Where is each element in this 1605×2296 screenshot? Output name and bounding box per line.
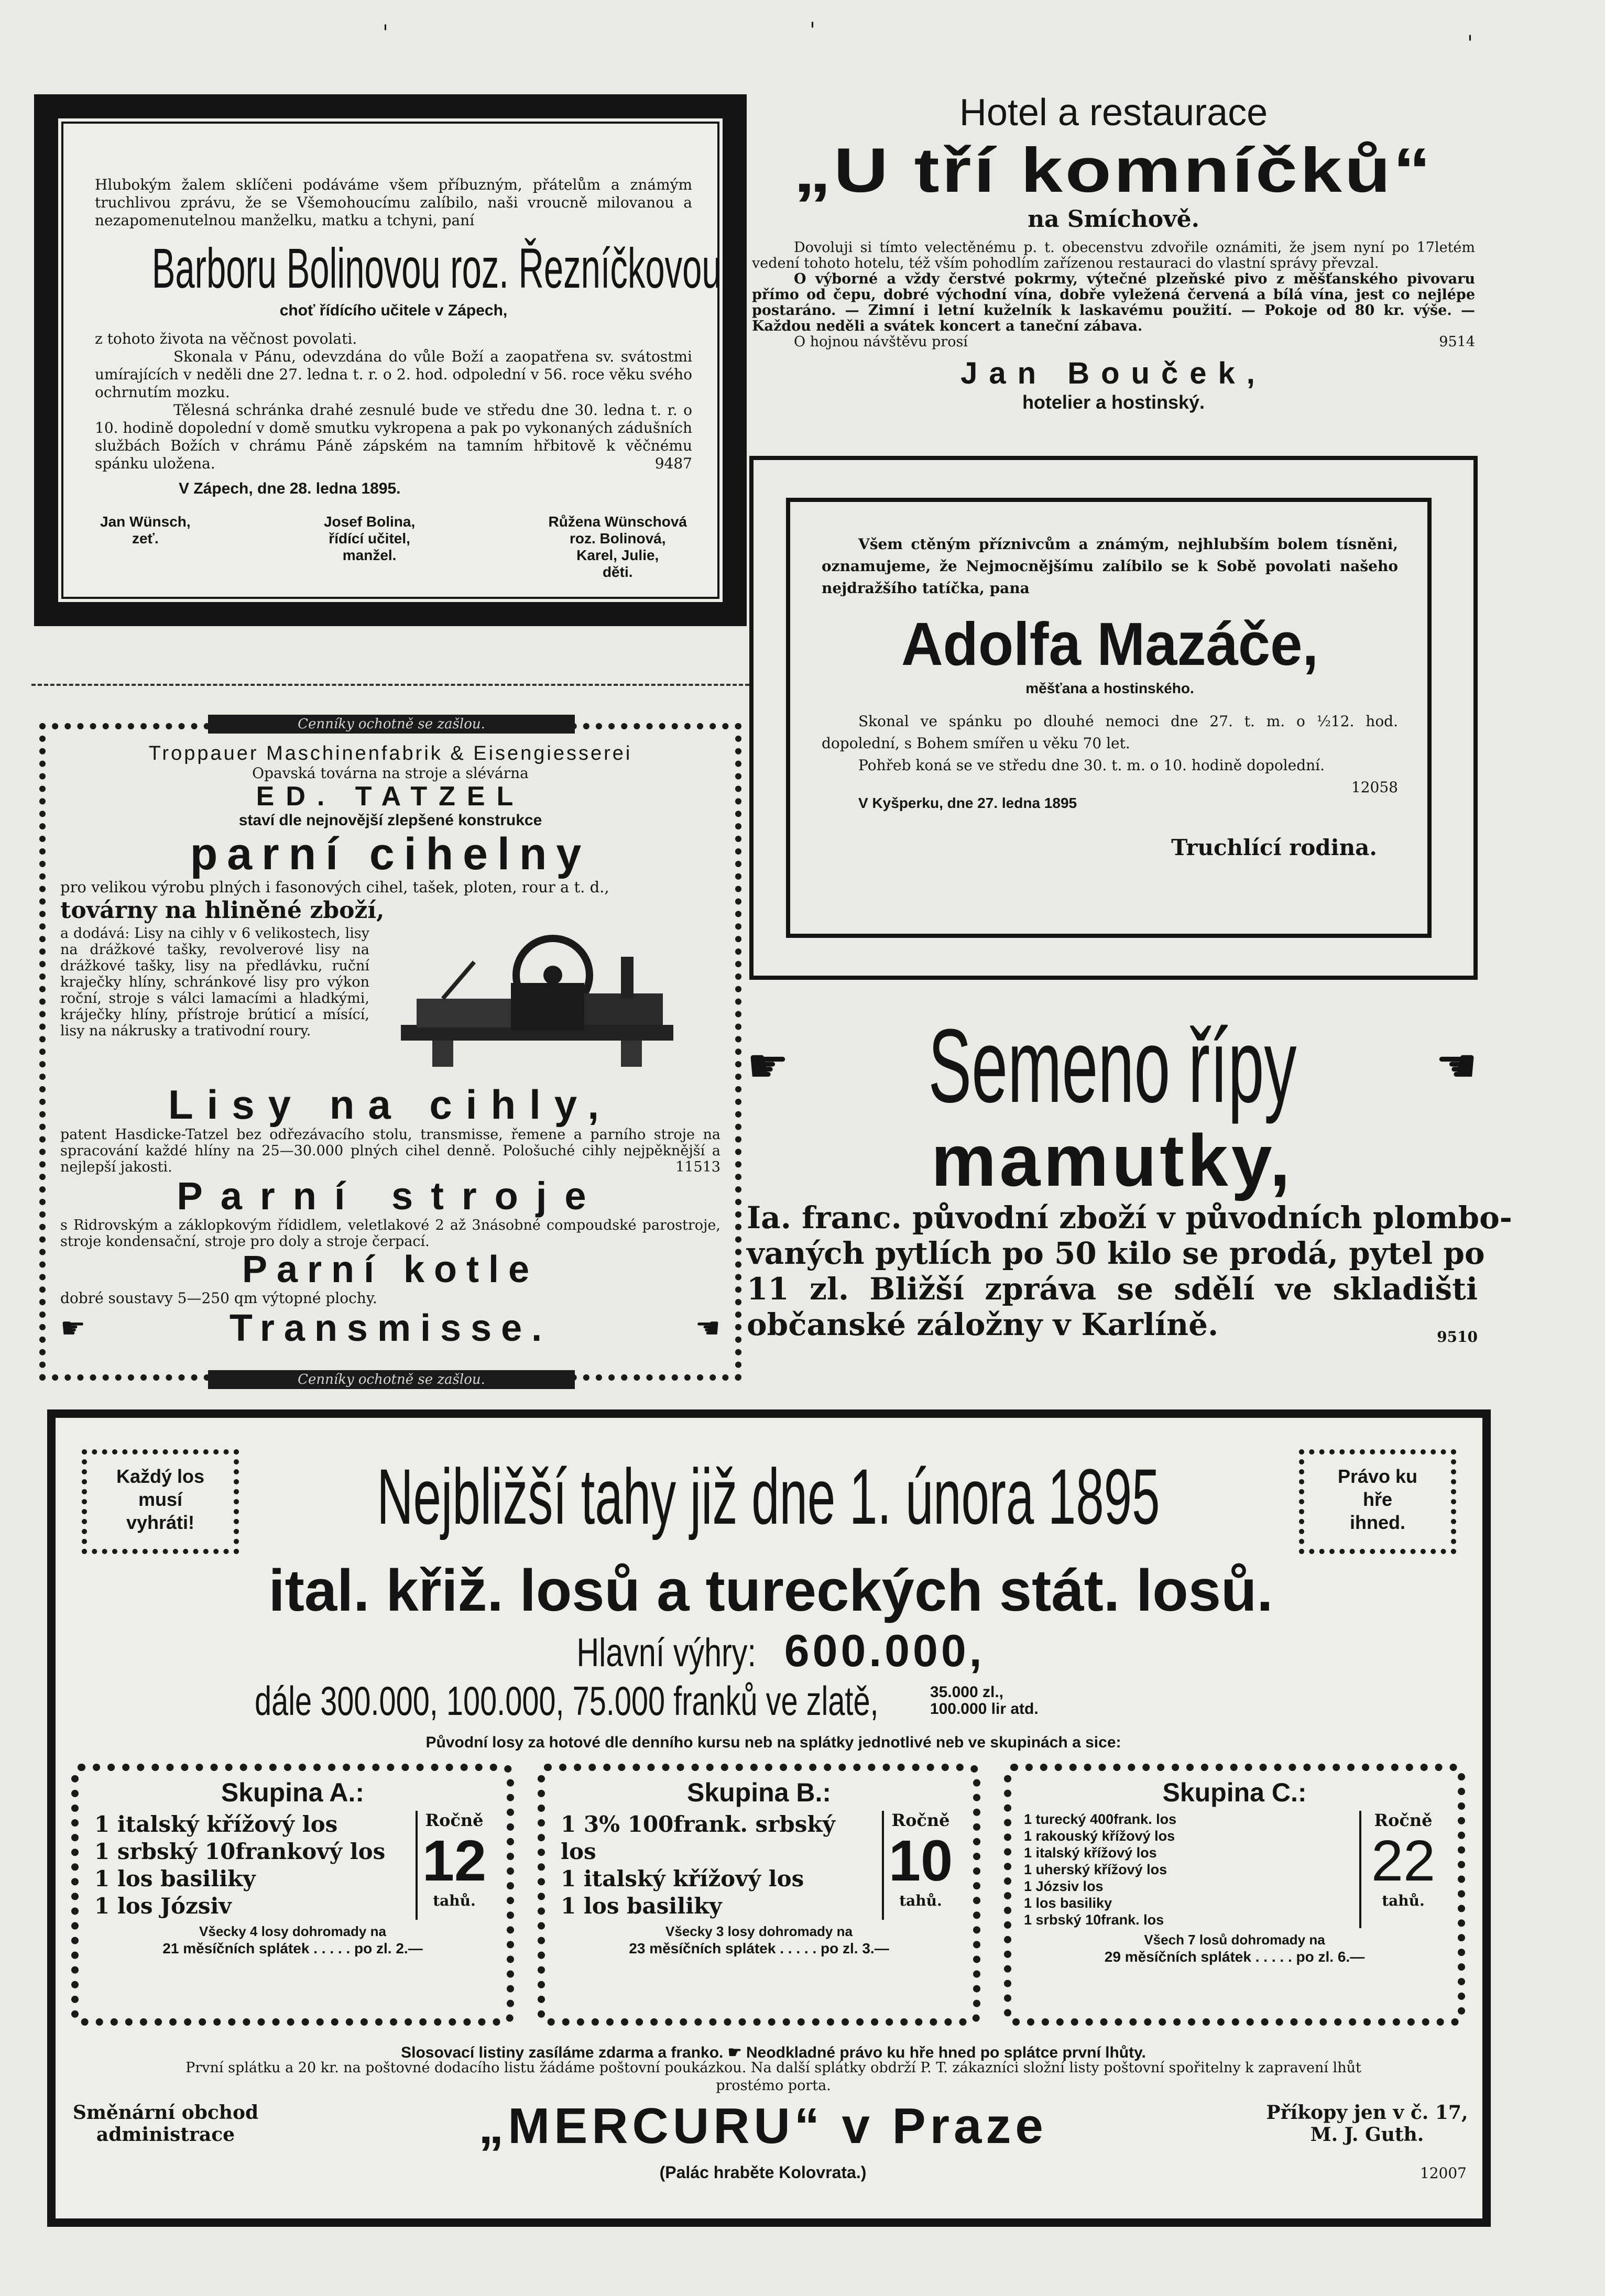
mazac-place-date: V Kyšperku, dne 27. ledna 1895 [858, 795, 1077, 811]
mercur-headline2: ital. křiž. losů a tureckých stát. losů. [268, 1558, 1273, 1623]
draw-unit: tahů. [1382, 1892, 1425, 1909]
tatzel-company: Troppauer Maschinenfabrik & Eisengiesserei [148, 742, 632, 764]
group-item: los [561, 1839, 596, 1864]
mercur-brand: „MERCURU“ v Praze [478, 2098, 1047, 2154]
signer: Jan Wünsch, zeť. [100, 513, 191, 546]
hotel-title: Hotel a restaurace [959, 92, 1268, 134]
group-item: 1 italský křížový los [94, 1811, 338, 1837]
original-note: Původní losy za hotové dle denního kursu neb na splátky jednotlivé neb ve skupinách a sice: [425, 1734, 1121, 1751]
ad-number: 11513 [675, 1159, 720, 1175]
group-item: 1 srbský 10frankový los [94, 1839, 386, 1864]
tatzel-t2: a dodává: Lisy na cihly v 6 velikostech, lisy na drážkové tašky, revolverové lisy na drážkové tašky, lisy na předlávku, ruční kraječky hlíny, schránkové lisy pro výkon roční, stroje s válci lamacími a hladkými, kráječky hlíny, přístroje brúticí a mísící, lisy na nákrusky a trativodní roury. [60, 925, 369, 1039]
tatzel-header-top: Cenníky ochotně se zašlou. [208, 715, 575, 734]
draw-count: 12 [422, 1829, 487, 1893]
badge-left: Každý los musí vyhráti! [82, 1449, 239, 1554]
further-small: 100.000 lir atd. [930, 1700, 1039, 1718]
semeno-line: Ia. franc. původní zboží v původních plombo- [747, 1200, 1512, 1236]
ad-number: 12058 [1351, 779, 1398, 796]
mercur-left-label: Směnární obchod administrace [72, 2102, 259, 2146]
semeno-ad [747, 1008, 1512, 1388]
mazac-title: měšťana a hostinského. [1025, 680, 1194, 696]
obituary-text3: Tělesná schránka drahé zesnulé bude ve středu dne 30. ledna t. r. o 10. hodině dopolední v domě smutku vykropena a pak po vykonaných zádušních službách Božích v chrámu Páně zápském na tamním hřbitově k věčnému spánku uložena. 9487 [95, 401, 692, 472]
print-mark: ' [383, 21, 388, 45]
obituary-text1: z tohoto života na věčnost povolati. [95, 330, 357, 347]
semeno-subtitle: mamutky, [931, 1119, 1294, 1201]
mercur-headline: Nejbližší tahy již dne 1. února 1895 [376, 1452, 1160, 1540]
print-mark: ' [810, 18, 815, 42]
pointing-hand-icon: ☛ [727, 2044, 742, 2061]
group-item: 1 srbský 10frank. los [1024, 1912, 1164, 1928]
yearly-label: Ročně [425, 1810, 484, 1830]
obituary-intro: Hlubokým žalem sklíčeni podáváme všem příbuzným, přátelům a známým truchlivou zprávu, že se Všemohoucímu zalíbilo, naši vroucně milovanou a nezapomenutelnou manželku, matku a tchyni, paní [95, 176, 692, 229]
tatzel-t5: dobré soustavy 5—250 qm výtopné plochy. [60, 1289, 377, 1307]
place-date: V Zápech, dne 28. ledna 1895. [179, 480, 401, 497]
group-item: 1 Józsiv los [1024, 1878, 1104, 1894]
pointing-hand-icon: ☚ [695, 1311, 720, 1344]
mercur-ad [47, 1409, 1491, 2227]
tatzel-h3: Lisy na cihly, [168, 1081, 613, 1128]
semeno-line: vaných pytlích po 50 kilo se prodá, pytel po [747, 1236, 1485, 1271]
pointing-hand-icon: ☚ [1435, 1038, 1478, 1094]
main-prize-label: Hlavní výhry: [576, 1631, 757, 1675]
draw-count: 22 [1371, 1829, 1436, 1893]
tatzel-h1: parní cihelny [190, 829, 591, 879]
draw-count: 10 [888, 1829, 953, 1893]
group-c [1004, 1764, 1465, 2026]
draw-unit: tahů. [433, 1892, 476, 1909]
group-item: 1 uherský křížový los [1024, 1862, 1167, 1877]
tatzel-h2: továrny na hliněné zboží, [60, 897, 385, 924]
hotel-text1: Dovoluji si tímto velectěnému p. t. obecenstvu zdvořile oznámiti, že jsem nyní po 17letém vedení tohoto hotelu, též vším pohodlím zařízenou restauraci do vlastní správy převzal. [752, 239, 1475, 271]
yearly-label: Ročně [891, 1810, 950, 1830]
tatzel-h5: Parní kotle [242, 1249, 539, 1291]
tatzel-company-cz: Opavská továrna na stroje a slévárna [252, 764, 529, 782]
mazac-name: Adolfa Mazáče, [901, 610, 1319, 678]
tatzel-h6: Transmisse. [229, 1307, 552, 1349]
yearly-label: Ročně [1374, 1810, 1433, 1830]
group-title: Skupina A.: [221, 1778, 365, 1807]
group-note: Všecky 3 losy dohromady na [665, 1923, 853, 1939]
mazac-family: Truchlící rodina. [1171, 835, 1377, 860]
group-note: Všecky 4 losy dohromady na [199, 1923, 386, 1939]
tatzel-ad [39, 716, 741, 1387]
ad-number: 9510 [1437, 1328, 1478, 1346]
ad-number: 12007 [1420, 2164, 1467, 2182]
badge-right: Právo ku hře ihned. [1299, 1449, 1456, 1554]
group-item: 1 los basiliky [1024, 1895, 1112, 1911]
group-title: Skupina B.: [686, 1778, 832, 1807]
deceased-name: Barboru Bolinovou roz. Řezníčkovou, [151, 236, 731, 300]
mazac-text2: Pohřeb koná se ve středu dne 30. t. m. o 10. hodině dopolední. 12058 [822, 755, 1398, 777]
tatzel-name: ED. TATZEL [256, 781, 525, 812]
hotel-ad [752, 89, 1475, 445]
pointing-hand-icon: ☛ [60, 1311, 86, 1344]
ad-number: 9487 [654, 455, 692, 472]
group-installments: 23 měsíčních splátek . . . . . po zl. 3.— [629, 1940, 889, 1956]
mazac-intro: Všem ctěným příznivcům a známým, nejhlubším bolem tísněni, oznamujeme, že Nejmocnějšímu zalíbilo se k Sobě povolati našeho nejdražšího tatíčka, pana [822, 535, 1398, 597]
semeno-line: občanské záložny v Karlíně. 9510 [747, 1307, 1478, 1342]
group-item: 1 los basiliky [561, 1893, 722, 1919]
footer-slosovaci: Slosovací listiny zasíláme zdarma a franko. [401, 2044, 724, 2061]
group-item: 1 italský křížový los [561, 1866, 804, 1892]
group-item: 1 3% 100frank. srbský [561, 1811, 835, 1837]
hotel-text2: O výborné a vždy čerstvé pokrmy, výtečné plzeňské pivo z měšťanského pivovaru přímo od čepu, dobré východní vína, dobře vyležená červená a bílá vína, jest co nejlépe postaráno. — Zimní i letní kuželník k laskavému použití. — Pokoje od 80 kr. výše. — Každou neděli a svátek koncert a taneční zábava. [752, 271, 1475, 334]
main-prize-value: 600.000, [784, 1626, 985, 1676]
group-a [71, 1764, 514, 2026]
group-installments: 21 měsíčních splátek . . . . . po zl. 2.— [162, 1940, 423, 1956]
footer-splatky: První splátku a 20 kr. na poštovné dodacího listu žádáme poštovní poukázkou. Na další splátky obdrží P. T. zákazníci složní listy poštovní spořitelny k zapravení lhůt prostémo porta. [185, 2060, 1361, 2094]
tatzel-t3: patent Hasdicke-Tatzel bez odřezávacího stolu, transmisse, řemene a parního stroje na spracování každé hlíny na 25—30.000 plných cihel denně. Pološuché cihly nejpěknější a nejlepší jakosti. 11513 [60, 1127, 720, 1175]
group-item: 1 rakouský křížový los [1024, 1828, 1175, 1844]
mercur-right-label: Příkopy jen v č. 17, M. J. Guth. [1266, 2102, 1468, 2146]
group-note: Všech 7 losů dohromady na [1144, 1932, 1325, 1948]
hotel-text3: O hojnou návštěvu prosí 9514 [794, 334, 1475, 350]
group-item: 1 los Józsiv [94, 1893, 232, 1919]
further-prizes: dále 300.000, 100.000, 75.000 franků ve zlatě, [255, 1678, 879, 1724]
group-item: 1 turecký 400frank. los [1024, 1811, 1177, 1827]
hotel-name: „U tří komníčků“ [793, 135, 1434, 205]
brick-press-machine-image [369, 925, 705, 1083]
group-title: Skupina C.: [1162, 1778, 1307, 1807]
tatzel-t4: s Ridrovským a záklopkovým řídidlem, veletlakové 2 až 3násobné compoudské parostroje, stroje kondensační, stroje pro doly a stroje čerpací. [60, 1217, 720, 1250]
signer: Josef Bolina, řídící učitel, manžel. [323, 513, 416, 563]
print-mark: ' [1467, 31, 1473, 56]
tatzel-t1: pro velikou výrobu plných i fasonových cihel, tašek, ploten, rour a t. d., [60, 878, 609, 896]
tatzel-h4: Parní stroje [177, 1174, 604, 1218]
owner-title: hotelier a hostinský. [1022, 391, 1205, 413]
obituary-text2: Skonala v Pánu, odevzdána do vůle Boží a zaopatřena sv. svátostmi umírajících v neděli dne 27. ledna t. r. o 2. hod. odpolední v 56. roce věku svého ochrnutím mozku. [95, 348, 692, 401]
tatzel-builds: staví dle nejnovější zlepšené konstrukce [238, 812, 542, 829]
draw-unit: tahů. [899, 1892, 942, 1909]
further-small: 35.000 zl., [930, 1683, 1004, 1701]
mercur-palace: (Palác hraběte Kolovrata.) [659, 2163, 867, 2182]
mazac-text1: Skonal ve spánku po dlouhé nemoci dne 27. t. m. o ½12. hod. dopolední, s Bohem smířen u věku 70 let. [822, 713, 1398, 752]
obituary-mazac [749, 456, 1478, 980]
pointing-hand-icon: ☛ [747, 1038, 789, 1094]
owner-name: Jan Bouček, [960, 356, 1266, 390]
group-installments: 29 měsíčních splátek . . . . . po zl. 6.— [1104, 1949, 1365, 1965]
ad-number: 9514 [1439, 334, 1475, 350]
group-item: 1 italský křížový los [1024, 1845, 1157, 1861]
signer: Růžena Wünschová roz. Bolinová, Karel, Julie, děti. [548, 513, 687, 580]
tatzel-header-bottom: Cenníky ochotně se zašlou. [208, 1370, 575, 1389]
group-b [538, 1764, 980, 2026]
divider [31, 684, 749, 686]
semeno-title: Semeno řípy [927, 1008, 1296, 1124]
spouse-line: choť řídícího učitele v Zápech, [279, 302, 508, 319]
semeno-line: 11 zl. Bližší zpráva se sdělí ve skladišti [747, 1271, 1478, 1307]
group-item: 1 los basiliky [94, 1866, 256, 1892]
footer-pravo: Neodkladné právo ku hře hned po splátce první lhůty. [746, 2044, 1146, 2061]
obituary-bolinova [34, 94, 747, 626]
hotel-place: na Smíchově. [1028, 206, 1199, 233]
